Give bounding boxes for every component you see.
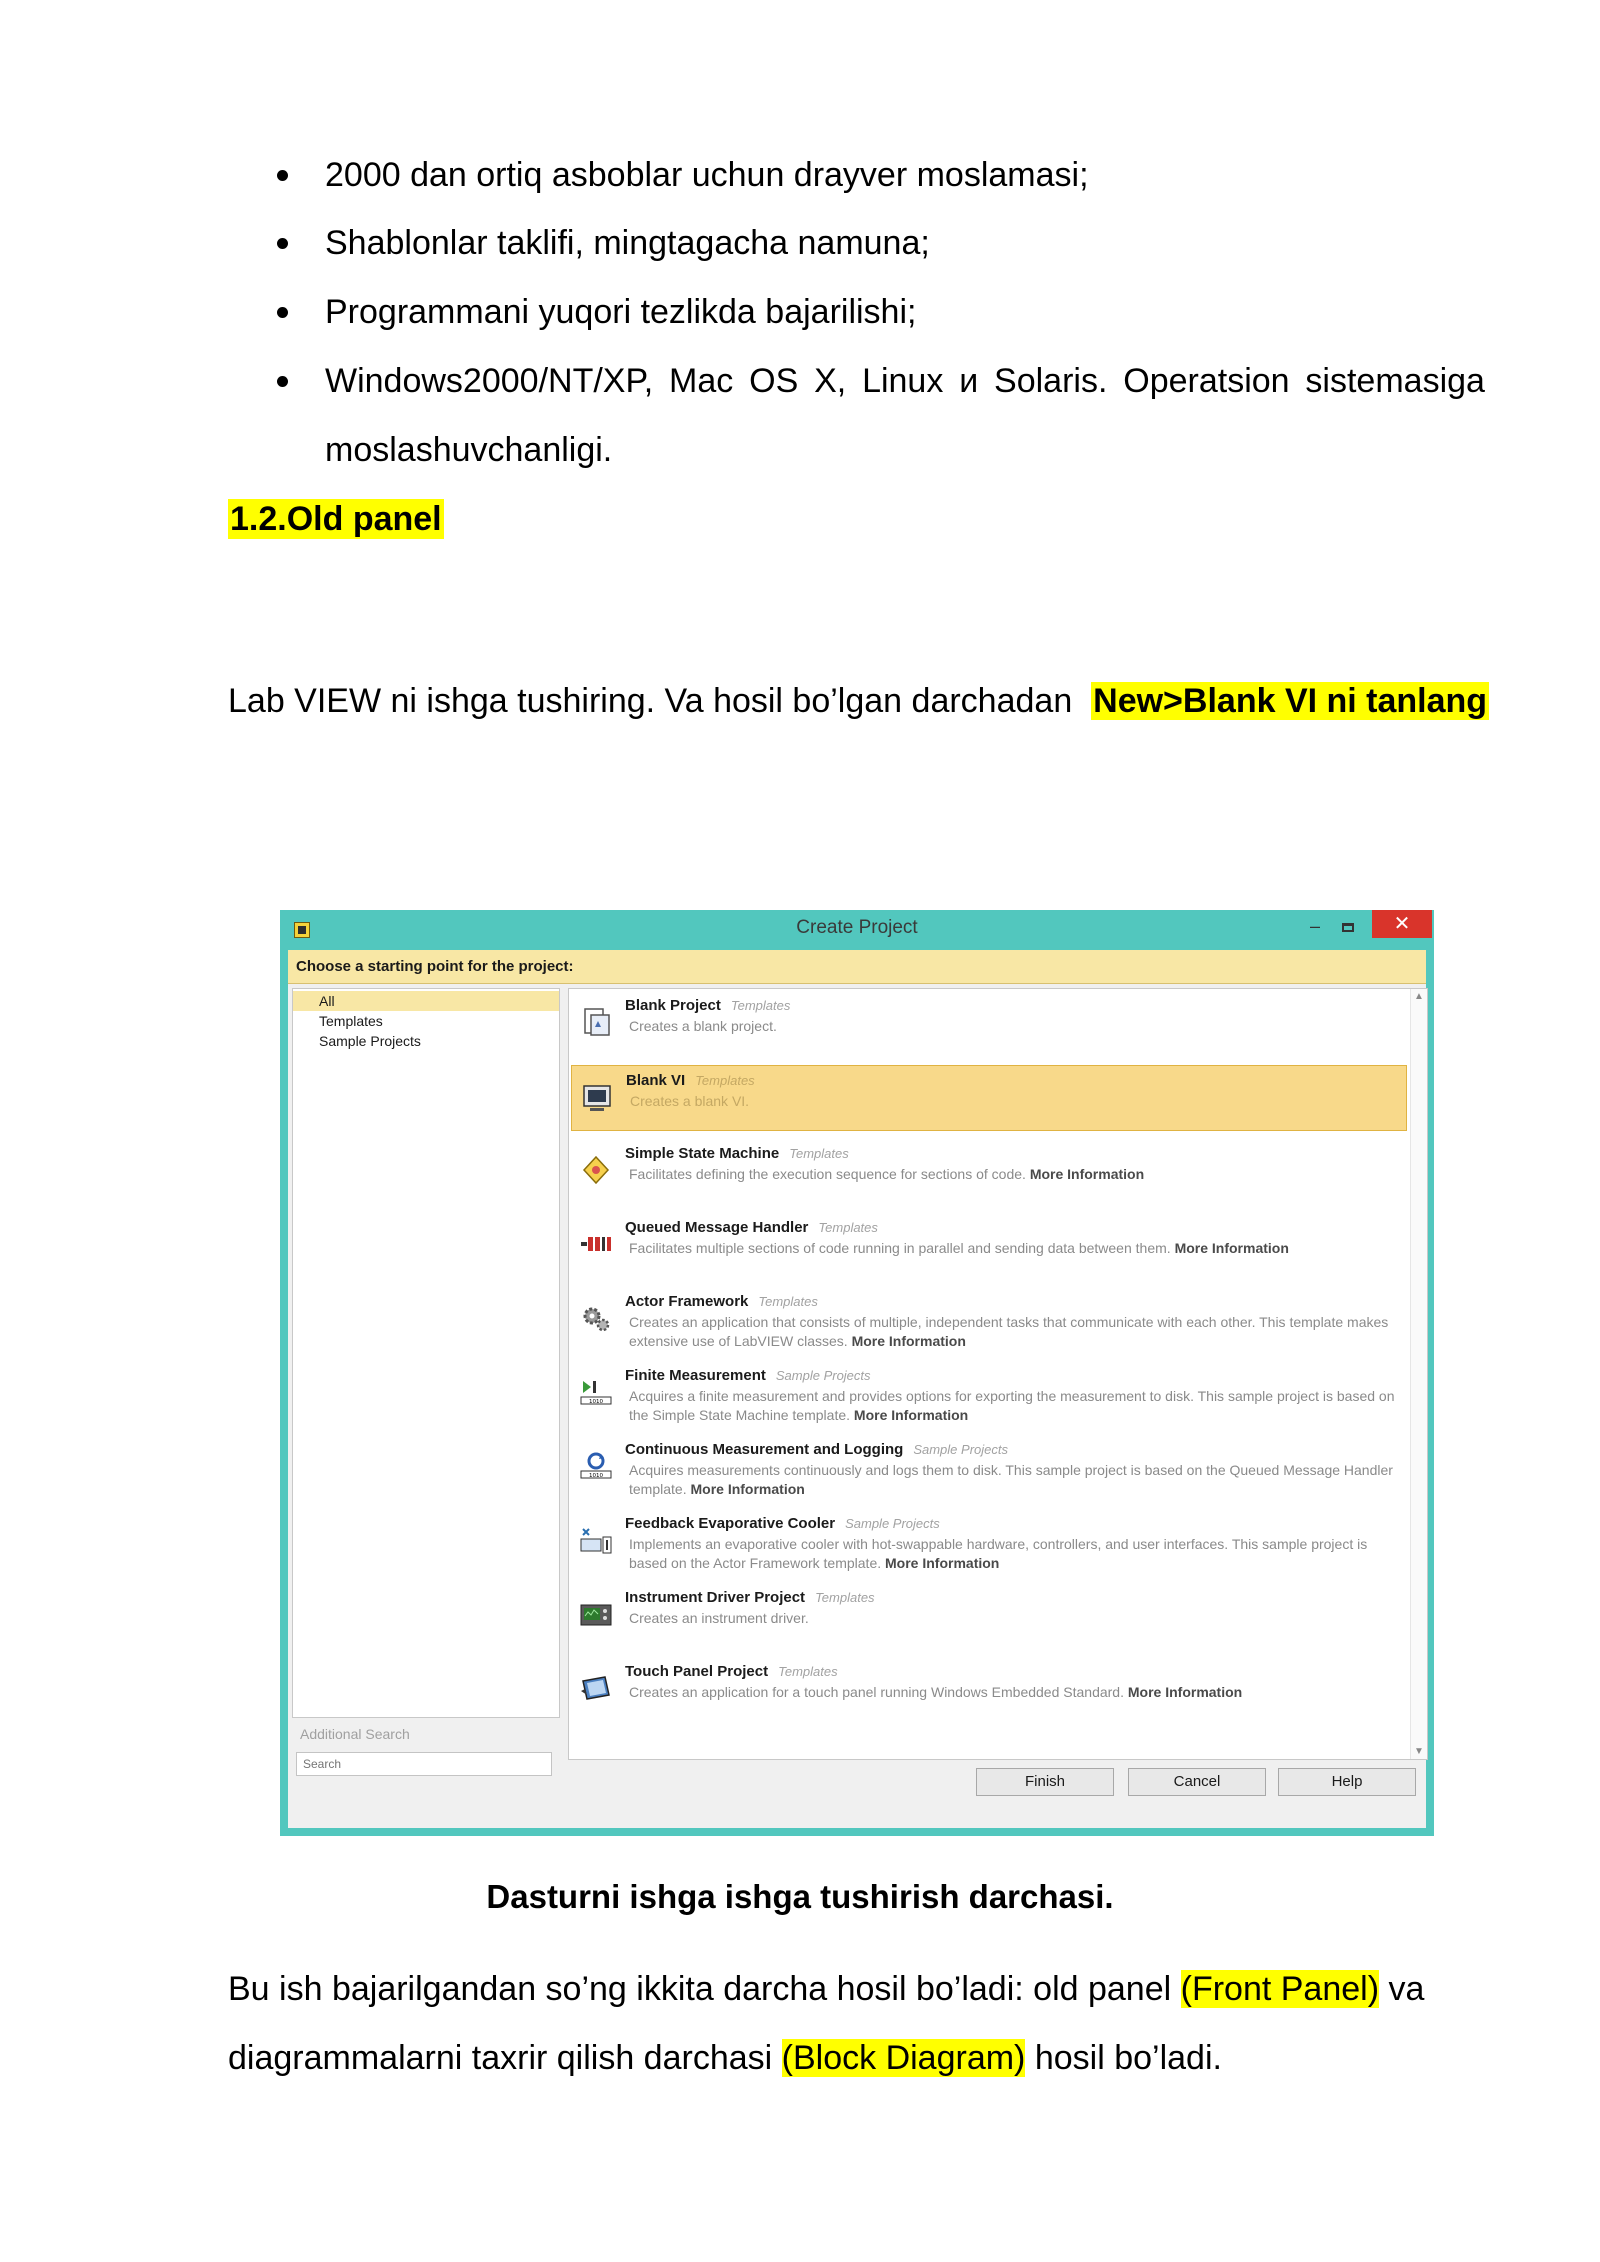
- section-heading: 1.2.Old panel: [230, 500, 442, 538]
- item-tag: Templates: [818, 1220, 878, 1235]
- title-bar: [280, 910, 1434, 948]
- category-sample-projects[interactable]: Sample Projects: [319, 1033, 421, 1049]
- scroll-down-icon[interactable]: ▼: [1414, 1746, 1424, 1757]
- item-desc: Creates a blank VI.: [630, 1093, 750, 1109]
- scrollbar[interactable]: [1410, 989, 1427, 1759]
- item-name: Actor Framework: [625, 1293, 749, 1310]
- project-item-blank-project[interactable]: [571, 991, 1407, 1057]
- item-tag: Templates: [778, 1664, 838, 1679]
- paragraph-line-1: [228, 1969, 1424, 2009]
- touch-panel-icon: [579, 1671, 613, 1705]
- prompt-bar: Choose a starting point for the project:: [288, 950, 1426, 984]
- item-tag: Templates: [730, 998, 791, 1013]
- word: Mac: [669, 362, 734, 400]
- bullet-item: Shablonlar taklifi, mingtagacha namuna;: [325, 224, 930, 262]
- more-information-link[interactable]: More Information: [1127, 1684, 1243, 1700]
- more-information-link[interactable]: More Information: [885, 1555, 1000, 1571]
- word: Solaris.: [994, 362, 1108, 400]
- intro-line: [228, 681, 1489, 721]
- additional-search-label: Additional Search: [300, 1726, 410, 1742]
- additional-search: [292, 1720, 560, 1790]
- project-item-feedback-cooler[interactable]: [571, 1509, 1407, 1575]
- item-desc: Acquires a finite measurement and provides options for exporting the measurement to disk. This sample project is based on the Simple State Machine template.: [629, 1388, 1395, 1423]
- word: и: [959, 362, 979, 400]
- project-item-simple-state-machine[interactable]: [571, 1139, 1407, 1205]
- bullet-item: 2000 dan ortiq asboblar uchun drayver moslamasi;: [325, 156, 1089, 194]
- item-name: Simple State Machine: [625, 1145, 780, 1162]
- state-machine-icon: [579, 1153, 613, 1187]
- item-name: Blank VI: [626, 1072, 686, 1089]
- project-item-actor-framework[interactable]: [571, 1287, 1407, 1353]
- category-templates[interactable]: Templates: [319, 1013, 383, 1029]
- intro-text: Lab VIEW ni ishga tushiring. Va hosil bo’lgan darchadan: [228, 682, 1073, 720]
- word: X,: [814, 362, 847, 400]
- item-name: Finite Measurement: [625, 1367, 766, 1384]
- front-panel-highlight: (Front Panel): [1180, 1970, 1380, 2008]
- svg-text:1010: 1010: [589, 1473, 603, 1479]
- category-list: [292, 988, 560, 1718]
- project-item-instrument-driver[interactable]: [571, 1583, 1407, 1649]
- item-name: Touch Panel Project: [625, 1663, 769, 1680]
- item-tag: Templates: [815, 1590, 875, 1605]
- para-text: diagrammalarni taxrir qilish darchasi: [228, 2039, 773, 2077]
- item-name: Feedback Evaporative Cooler: [625, 1515, 836, 1532]
- cancel-button[interactable]: Cancel: [1128, 1768, 1266, 1796]
- item-desc: Facilitates defining the execution sequence for sections of code.: [629, 1166, 1026, 1182]
- bullet-continuation: moslashuvchanligi.: [325, 431, 613, 469]
- create-project-window: [280, 910, 1434, 1836]
- item-name: Blank Project: [625, 997, 721, 1014]
- more-information-link[interactable]: More Information: [690, 1481, 805, 1497]
- bullet-dot: [277, 238, 288, 249]
- continuous-logging-icon: [579, 1449, 613, 1483]
- svg-text:1010: 1010: [589, 1399, 603, 1405]
- bullet-item: Programmani yuqori tezlikda bajarilishi;: [325, 293, 917, 331]
- item-desc: Implements an evaporative cooler with hot-swappable hardware, controllers, and user interfaces. This sample project is based on the Actor Framework template.: [629, 1536, 1368, 1571]
- bullet-item-justified: [325, 361, 1485, 401]
- item-desc: Creates a blank project.: [629, 1018, 777, 1034]
- category-all[interactable]: All: [293, 991, 559, 1011]
- minimize-button[interactable]: –: [1309, 916, 1320, 936]
- para-text: hosil bo’ladi.: [1034, 2039, 1222, 2077]
- item-desc: Creates an application for a touch panel running Windows Embedded Standard.: [629, 1684, 1124, 1700]
- blank-project-icon: [579, 1005, 613, 1039]
- item-tag: Templates: [758, 1294, 818, 1309]
- more-information-link[interactable]: More Information: [851, 1333, 966, 1349]
- project-list: [568, 988, 1428, 1760]
- window-title: Create Project: [796, 917, 918, 938]
- word: Operatsion: [1123, 362, 1290, 400]
- cooler-icon: [579, 1523, 613, 1557]
- window-client: [288, 950, 1426, 1828]
- para-text: va: [1388, 1970, 1425, 2008]
- close-button[interactable]: ✕: [1372, 910, 1432, 938]
- instrument-driver-icon: [579, 1597, 613, 1631]
- item-tag: Templates: [695, 1073, 755, 1088]
- item-name: Instrument Driver Project: [625, 1589, 806, 1606]
- paragraph-line-2: [228, 2038, 1222, 2078]
- item-tag: Sample Projects: [913, 1442, 1008, 1457]
- finish-button[interactable]: Finish: [976, 1768, 1114, 1796]
- word: sistemasiga: [1305, 362, 1485, 400]
- item-desc: Acquires measurements continuously and logs them to disk. This sample project is based on the Queued Message Handler template.: [629, 1462, 1393, 1497]
- block-diagram-highlight: (Block Diagram): [781, 2039, 1026, 2077]
- search-input[interactable]: [296, 1752, 552, 1776]
- scroll-up-icon[interactable]: ▲: [1414, 991, 1424, 1002]
- item-desc: Creates an application that consists of multiple, independent tasks that communicate with each other. This template makes extensive use of LabVIEW classes.: [629, 1314, 1389, 1349]
- item-name: Queued Message Handler: [625, 1219, 809, 1236]
- help-button[interactable]: Help: [1278, 1768, 1416, 1796]
- para-text: Bu ish bajarilgandan so’ng ikkita darcha hosil bo’ladi: old panel: [228, 1970, 1172, 2008]
- gears-icon: [579, 1301, 613, 1335]
- item-tag: Templates: [789, 1146, 849, 1161]
- message-handler-icon: [579, 1227, 613, 1261]
- item-tag: Sample Projects: [845, 1516, 940, 1531]
- maximize-button[interactable]: [1334, 916, 1362, 940]
- figure-caption: Dasturni ishga ishga tushirish darchasi.: [486, 1878, 1114, 1915]
- item-desc: Facilitates multiple sections of code running in parallel and sending data between them.: [629, 1240, 1171, 1256]
- item-tag: Sample Projects: [775, 1368, 871, 1383]
- bullet-dot: [277, 307, 288, 318]
- more-information-link[interactable]: More Information: [1174, 1240, 1289, 1256]
- item-name: Continuous Measurement and Logging: [625, 1441, 904, 1458]
- finite-measurement-icon: [579, 1375, 613, 1409]
- more-information-link[interactable]: More Information: [853, 1407, 969, 1423]
- project-item-queued-message-handler[interactable]: [571, 1213, 1407, 1279]
- project-item-blank-vi[interactable]: [571, 1065, 1407, 1131]
- word: Windows2000/NT/XP,: [325, 362, 654, 400]
- bullet-dot: [277, 376, 288, 387]
- project-item-continuous-measurement[interactable]: [571, 1435, 1407, 1501]
- project-item-finite-measurement[interactable]: [571, 1361, 1407, 1427]
- project-item-touch-panel[interactable]: [571, 1657, 1407, 1723]
- blank-vi-icon: [580, 1080, 614, 1114]
- word: OS: [749, 362, 799, 400]
- item-desc: Creates an instrument driver.: [629, 1610, 809, 1626]
- intro-highlight: New>Blank VI ni tanlang: [1093, 682, 1488, 720]
- more-information-link[interactable]: More Information: [1029, 1166, 1145, 1182]
- bullet-dot: [277, 170, 288, 181]
- word: Linux: [862, 362, 944, 400]
